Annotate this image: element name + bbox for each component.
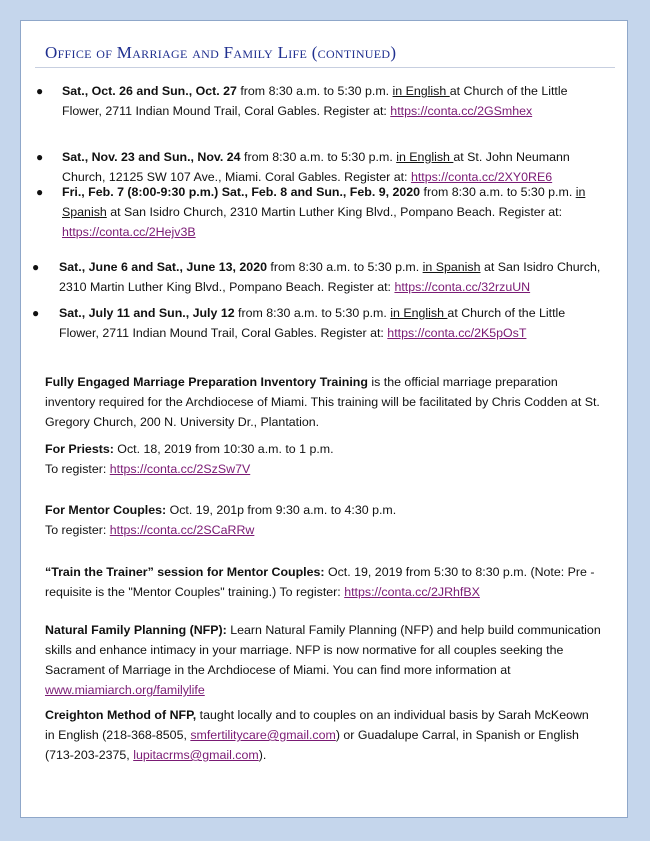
event-language: in English <box>392 84 450 98</box>
mentors-text: Oct. 19, 201p from 9:30 a.m. to 4:30 p.m. <box>166 503 397 517</box>
nfp-label: Natural Family Planning (NFP): <box>45 623 227 637</box>
event-time: from 8:30 a.m. to 5:30 p.m. <box>234 306 391 320</box>
event-time: from 8:30 a.m. to 5:30 p.m. <box>240 150 397 164</box>
bullet-icon: ● <box>36 150 44 164</box>
mentors-register-label: To register: <box>45 523 110 537</box>
event-place: at San Isidro Church, 2310 Martin Luther King Blvd., Pompano Beach. Register at: <box>59 260 601 294</box>
event-register-link[interactable]: https://conta.cc/2Hejv3B <box>62 225 196 239</box>
event-register-link[interactable]: https://conta.cc/32rzuUN <box>394 280 531 294</box>
foccus-heading: Fully Engaged Marriage Preparation Inventory Training <box>45 375 368 389</box>
creighton-paragraph <box>45 705 601 765</box>
event-dates: Sat., Nov. 23 and Sun., Nov. 24 <box>62 150 241 164</box>
event-item <box>59 303 608 343</box>
event-register-link[interactable]: https://conta.cc/2GSmhex <box>390 104 533 118</box>
priests-register-link[interactable]: https://conta.cc/2SzSw7V <box>109 462 251 476</box>
event-dates: Sat., July 11 and Sun., July 12 <box>59 306 235 320</box>
creighton-text: taught locally and to couples on an individual basis by Sarah McKeown in English (218-368-8505, <box>45 708 589 742</box>
event-register-link[interactable]: https://conta.cc/2K5pOsT <box>387 326 527 340</box>
page <box>20 20 628 818</box>
priests-paragraph <box>45 439 601 479</box>
trainer-paragraph <box>45 562 601 602</box>
event-item <box>62 147 608 187</box>
event-time: from 8:30 a.m. to 5:30 p.m. <box>420 185 576 199</box>
event-time: from 8:30 a.m. to 5:30 p.m. <box>236 84 393 98</box>
event-dates: Sat., Oct. 26 and Sun., Oct. 27 <box>62 84 237 98</box>
event-item <box>62 182 608 242</box>
mentors-paragraph <box>45 500 601 540</box>
bullet-icon: ● <box>32 260 40 274</box>
event-language: in Spanish <box>62 185 586 219</box>
page-title: Office of Marriage and Family Life (continued) <box>45 43 397 62</box>
event-register-link[interactable]: https://conta.cc/2XY0RE6 <box>410 170 553 184</box>
bullet-icon: ● <box>36 185 44 199</box>
event-time: from 8:30 a.m. to 5:30 p.m. <box>266 260 423 274</box>
event-item <box>62 81 608 121</box>
creighton-text: ). <box>258 748 267 762</box>
creighton-email-link[interactable]: lupitacrms@gmail.com <box>133 748 259 762</box>
trainer-label: “Train the Trainer” session for Mentor Couples: <box>45 565 325 579</box>
trainer-register-link[interactable]: https://conta.cc/2JRhfBX <box>344 585 480 599</box>
event-place: at Church of the Little Flower, 2711 Indian Mound Trail, Coral Gables. Register at: <box>62 84 568 118</box>
nfp-text: Learn Natural Family Planning (NFP) and help build communication skills and enhance intimacy in your marriage. NFP is now normative for all couples seeking the Sacrament of Marriage in the Archdiocese of Miami. You can find more information at <box>45 623 601 677</box>
mentors-register-link[interactable]: https://conta.cc/2SCaRRw <box>109 523 255 537</box>
nfp-info-link[interactable]: www.miamiarch.org/familylife <box>45 683 205 697</box>
priests-text: Oct. 18, 2019 from 10:30 a.m. to 1 p.m. <box>113 442 334 456</box>
creighton-text: ) or Guadalupe Carral, in Spanish or English (713-203-2375, <box>45 728 579 762</box>
event-place: at St. John Neumann Church, 12125 SW 107 Ave., Miami. Coral Gables. Register at: <box>62 150 570 184</box>
creighton-label: Creighton Method of NFP, <box>45 708 197 722</box>
event-language: in English <box>396 150 454 164</box>
bullet-icon: ● <box>36 84 44 98</box>
event-dates: Fri., Feb. 7 (8:00-9:30 p.m.) Sat., Feb. 8 and Sun., Feb. 9, 2020 <box>62 185 421 199</box>
event-item <box>59 257 608 297</box>
bullet-icon: ● <box>32 306 40 320</box>
priests-label: For Priests: <box>45 442 114 456</box>
mentors-label: For Mentor Couples: <box>45 503 167 517</box>
priests-register-label: To register: <box>45 462 110 476</box>
event-dates: Sat., June 6 and Sat., June 13, 2020 <box>59 260 267 274</box>
event-language: in Spanish <box>422 260 481 274</box>
creighton-email-link[interactable]: smfertilitycare@gmail.com <box>190 728 336 742</box>
nfp-paragraph <box>45 620 601 700</box>
foccus-paragraph <box>45 372 601 432</box>
foccus-text: is the official marriage preparation inventory required for the Archdiocese of Miami. This training will be facilitated by Chris Codden at St. Gregory Church, 200 N. University Dr., Plantation. <box>45 375 600 429</box>
event-place: at San Isidro Church, 2310 Martin Luther King Blvd., Pompano Beach. Register at: <box>106 205 563 219</box>
title-divider <box>35 67 615 68</box>
event-language: in English <box>390 306 448 320</box>
event-place: at Church of the Little Flower, 2711 Indian Mound Trail, Coral Gables. Register at: <box>59 306 566 340</box>
trainer-text: Oct. 19, 2019 from 5:30 to 8:30 p.m. (Note: Pre -requisite is the "Mentor Couples" training.) To register: <box>45 565 595 599</box>
